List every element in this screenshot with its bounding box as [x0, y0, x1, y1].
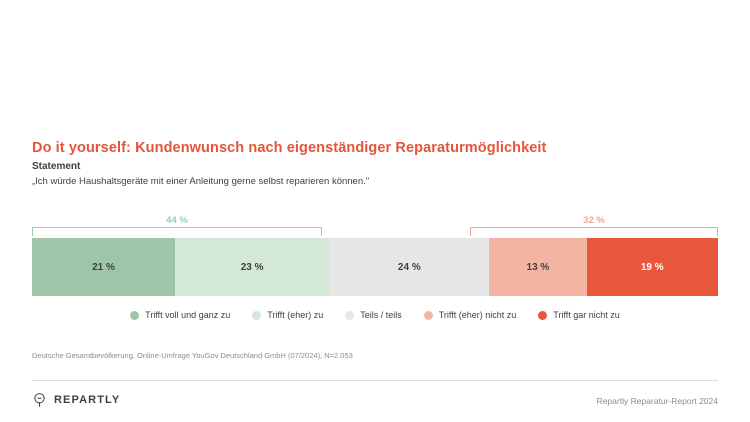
legend-item-1[interactable]: [130, 310, 230, 320]
legend-label-4: Trifft (eher) nicht zu: [438, 310, 517, 320]
source-note: Deutsche Gesamtbevölkerung, Online-Umfrage YouGov Deutschland GmbH (07/2024), N=2.053: [32, 351, 353, 360]
brand-name: REPARTLY: [54, 393, 121, 406]
bar-segment-5: [587, 238, 718, 296]
legend-swatch-icon: [345, 311, 354, 320]
bar-segment-1: [32, 238, 175, 296]
bracket-agree-label: 44 %: [166, 215, 188, 226]
legend-item-3[interactable]: [345, 310, 402, 320]
brand-logo: [32, 392, 120, 407]
legend-swatch-icon: [252, 311, 261, 320]
legend-swatch-icon: [424, 311, 433, 320]
legend-item-2[interactable]: [252, 310, 323, 320]
bar-segment-value-3: 24 %: [397, 261, 421, 273]
statement-label: Statement: [32, 161, 81, 172]
bar-segment-4: [489, 238, 586, 296]
bar-segment-value-4: 13 %: [526, 261, 550, 273]
bracket-disagree-label: 32 %: [583, 215, 605, 226]
bracket-disagree-line: [470, 227, 718, 236]
bar-segment-2: [175, 238, 329, 296]
bar-segment-3: [329, 238, 489, 296]
legend-label-5: Trifft gar nicht zu: [553, 310, 620, 320]
footer-report-name: Repartly Reparatur-Report 2024: [596, 396, 718, 406]
footer-divider: [32, 380, 718, 381]
legend-label-3: Teils / teils: [360, 310, 402, 320]
legend-swatch-icon: [538, 311, 547, 320]
page-title: Do it yourself: Kundenwunsch nach eigenständiger Reparaturmöglichkeit: [32, 140, 547, 156]
bracket-agree: [32, 208, 322, 236]
legend-item-4[interactable]: [424, 310, 517, 320]
bracket-agree-line: [32, 227, 322, 236]
legend-label-1: Trifft voll und ganz zu: [145, 310, 231, 320]
bar-segment-value-1: 21 %: [92, 261, 115, 273]
bar-segment-value-2: 23 %: [240, 261, 264, 273]
legend-swatch-icon: [130, 311, 139, 320]
chart-legend: [32, 310, 718, 320]
legend-item-5[interactable]: [538, 310, 620, 320]
bar-segment-value-5: 19 %: [640, 261, 664, 273]
statement-text: „Ich würde Haushaltsgeräte mit einer Anleitung gerne selbst reparieren können.": [32, 176, 370, 187]
repartly-logo-icon: [32, 392, 47, 407]
bracket-disagree: [470, 208, 718, 236]
legend-label-2: Trifft (eher) zu: [267, 310, 324, 320]
stacked-bar-chart: [32, 238, 718, 296]
